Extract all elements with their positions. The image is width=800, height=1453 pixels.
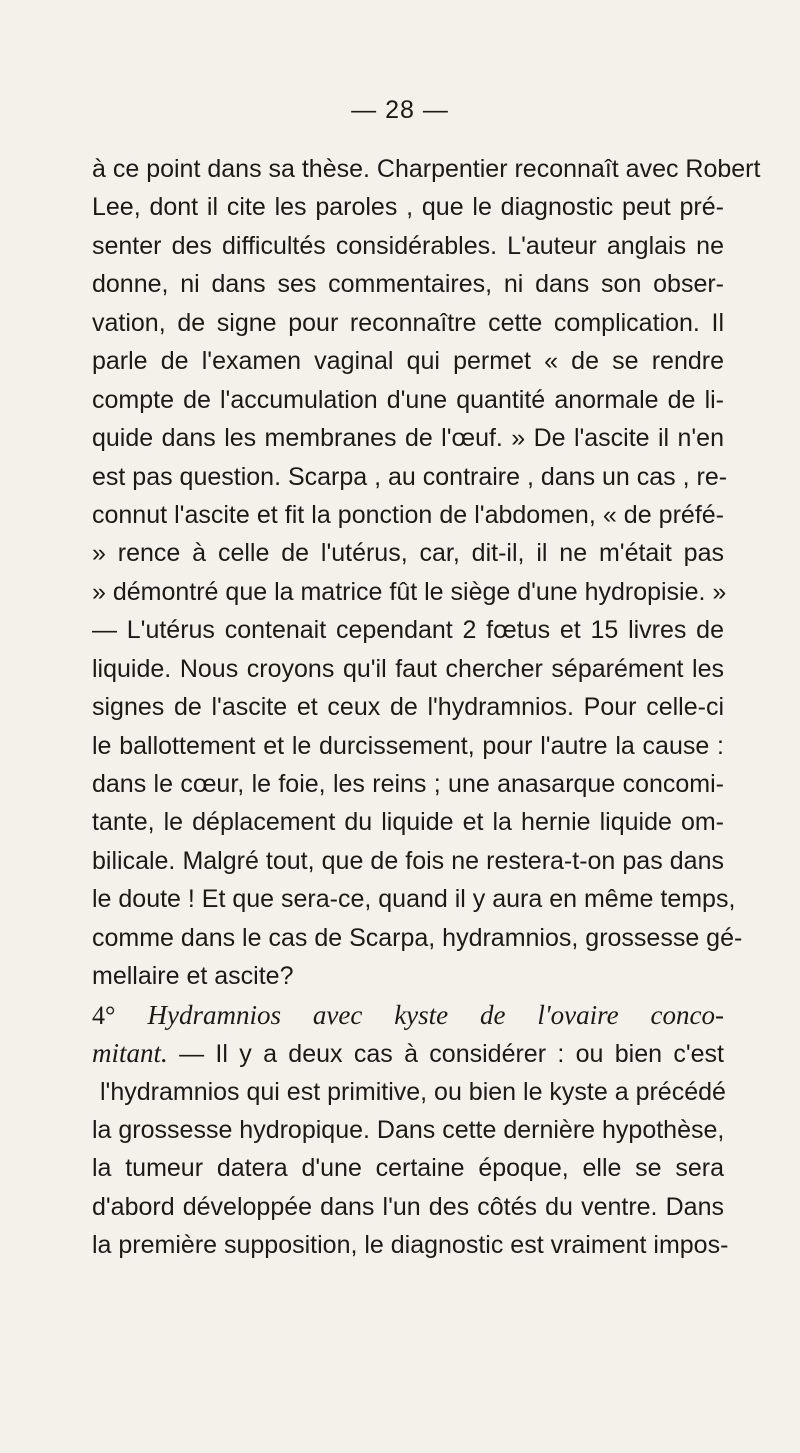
- text-line: mellaire et ascite?: [92, 962, 294, 991]
- body-text: [92, 150, 761, 1265]
- text-line: bilicale. Malgré tout, que de fois ne restera-t-on pas dans: [92, 846, 724, 875]
- text-line: parle de l'examen vaginal qui permet « de se rendre: [92, 347, 724, 376]
- section-number: 4°: [92, 1000, 116, 1030]
- text-line: Lee, dont il cite les paroles , que le diagnostic peut pré-: [92, 193, 724, 222]
- text-line: le ballottement et le durcissement, pour l'autre la cause :: [92, 731, 724, 760]
- text-line: liquide. Nous croyons qu'il faut chercher séparément les: [92, 654, 724, 683]
- text-line: » démontré que la matrice fût le siège d'une hydropisie. »: [92, 577, 727, 606]
- text-line: » rence à celle de l'utérus, car, dit-il, il ne m'était pas: [92, 539, 724, 568]
- text-line: connut l'ascite et fit la ponction de l'abdomen, « de préfé-: [92, 500, 724, 529]
- text-line: l'hydramnios qui est primitive, ou bien le kyste a précédé: [100, 1077, 726, 1106]
- text-line: — L'utérus contenait cependant 2 fœtus et 15 livres de: [92, 616, 724, 645]
- text-line: dans le cœur, le foie, les reins ; une anasarque concomi-: [92, 770, 724, 798]
- text-line: d'abord développée dans l'un des côtés du ventre. Dans: [92, 1192, 724, 1221]
- text-line: vation, de signe pour reconnaître cette complication. Il: [92, 308, 724, 337]
- section-heading-end: mitant.: [92, 1038, 168, 1069]
- section-text-start: — Il y a deux cas à considérer : ou bien c'est: [179, 1040, 724, 1069]
- text-line: est pas question. Scarpa , au contraire , dans un cas , re-: [92, 462, 728, 491]
- text-line: comme dans le cas de Scarpa, hydramnios, grossesse gé-: [92, 923, 743, 952]
- section-heading-line: [92, 996, 724, 1034]
- page-number: — 28 —: [351, 96, 449, 124]
- text-line: donne, ni dans ses commentaires, ni dans son obser-: [92, 270, 724, 299]
- text-line: la tumeur datera d'une certaine époque, elle se sera: [92, 1154, 724, 1183]
- section-heading: Hydramnios avec kyste de l'ovaire conco-: [147, 999, 724, 1030]
- text-line: tante, le déplacement du liquide et la hernie liquide om-: [92, 808, 724, 837]
- text-line: la première supposition, le diagnostic est vraiment impos-: [92, 1231, 729, 1260]
- text-line: signes de l'ascite et ceux de l'hydramnios. Pour celle-ci: [92, 693, 724, 722]
- text-line: la grossesse hydropique. Dans cette dernière hypothèse,: [92, 1115, 725, 1144]
- text-line: le doute ! Et que sera-ce, quand il y aura en même temps,: [92, 885, 736, 914]
- text-line: quide dans les membranes de l'œuf. » De l'ascite il n'en: [92, 424, 724, 453]
- text-line: à ce point dans sa thèse. Charpentier reconnaît avec Robert: [92, 155, 761, 183]
- text-line: senter des difficultés considérables. L'auteur anglais ne: [92, 231, 724, 260]
- section-heading-line-2: [92, 1034, 724, 1072]
- text-line: compte de l'accumulation d'une quantité anormale de li-: [92, 385, 724, 414]
